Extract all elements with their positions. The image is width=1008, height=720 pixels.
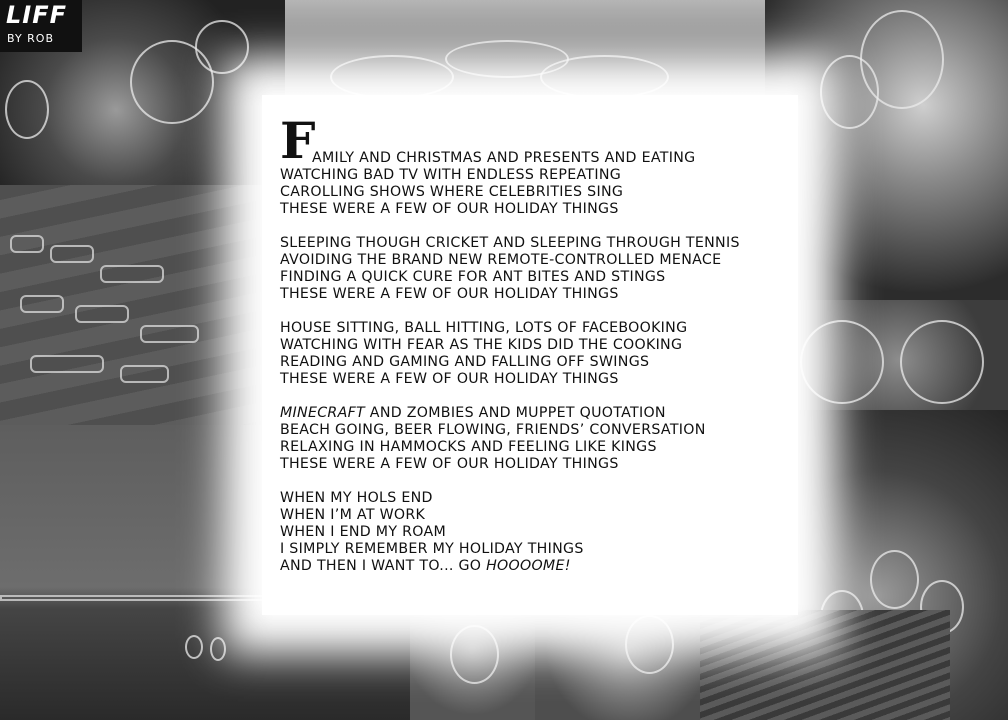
- poem-stanza-1: [280, 111, 790, 218]
- poem-stanza-4: [280, 405, 790, 473]
- poem-line: WATCHING WITH FEAR AS THE KIDS DID THE COOKING: [280, 337, 683, 353]
- poem-line: THESE WERE A FEW OF OUR HOLIDAY THINGS: [280, 371, 619, 387]
- poem-text: [280, 111, 790, 592]
- poem-line: WATCHING BAD TV WITH ENDLESS REPEATING: [280, 167, 622, 183]
- poem-line: THESE WERE A FEW OF OUR HOLIDAY THINGS: [280, 201, 619, 217]
- poem-line: FINDING A QUICK CURE FOR ANT BITES AND STINGS: [280, 269, 666, 285]
- sunglasses-photo: [790, 300, 1008, 420]
- poem-line: WHEN I END MY ROAM: [280, 524, 447, 540]
- poem-line: RELAXING IN HAMMOCKS AND FEELING LIKE KINGS: [280, 439, 657, 455]
- poem-line: SLEEPING THOUGH CRICKET AND SLEEPING THROUGH TENNIS: [280, 235, 740, 251]
- poem-line: [280, 558, 790, 575]
- pool-float-photo: [285, 0, 770, 110]
- poem-line: BEACH GOING, BEER FLOWING, FRIENDS’ CONVERSATION: [280, 422, 706, 438]
- poem-line-emphasis: HOOOOME!: [486, 558, 571, 574]
- teen-portrait-photo: [535, 600, 705, 720]
- comic-title-badge: [0, 0, 82, 52]
- poem-line: AMILY AND CHRISTMAS AND PRESENTS AND EATING: [312, 150, 696, 166]
- poem-panel: [262, 95, 798, 615]
- poem-line: THESE WERE A FEW OF OUR HOLIDAY THINGS: [280, 456, 619, 472]
- comic-title: LIFF: [6, 1, 68, 29]
- poem-line: CAROLLING SHOWS WHERE CELEBRITIES SING: [280, 184, 624, 200]
- comic-byline: BY ROB: [7, 32, 55, 45]
- poem-line: AVOIDING THE BRAND NEW REMOTE-CONTROLLED MENACE: [280, 252, 722, 268]
- hammock-photo: [700, 610, 950, 720]
- poem-line-rest: AND ZOMBIES AND MUPPET QUOTATION: [365, 405, 666, 421]
- child-portrait-photo: [410, 600, 535, 720]
- poem-stanza-5: [280, 490, 790, 575]
- poem-line: I SIMPLY REMEMBER MY HOLIDAY THINGS: [280, 541, 584, 557]
- keyboard-photo: [0, 185, 280, 435]
- poem-line: HOUSE SITTING, BALL HITTING, LOTS OF FACEBOOKING: [280, 320, 688, 336]
- poem-line: WHEN I’M AT WORK: [280, 507, 426, 523]
- drop-cap: F: [280, 111, 316, 170]
- poem-line: WHEN MY HOLS END: [280, 490, 433, 506]
- poem-line: READING AND GAMING AND FALLING OFF SWINGS: [280, 354, 650, 370]
- poem-line: THESE WERE A FEW OF OUR HOLIDAY THINGS: [280, 286, 619, 302]
- boy-in-santa-hat-photo: [765, 0, 1008, 300]
- poem-line: [280, 405, 790, 422]
- poem-stanza-3: [280, 320, 790, 388]
- minecraft-title: MINECRAFT: [280, 405, 365, 421]
- poem-stanza-2: [280, 235, 790, 303]
- poem-line-prefix: AND THEN I WANT TO... GO: [280, 558, 487, 574]
